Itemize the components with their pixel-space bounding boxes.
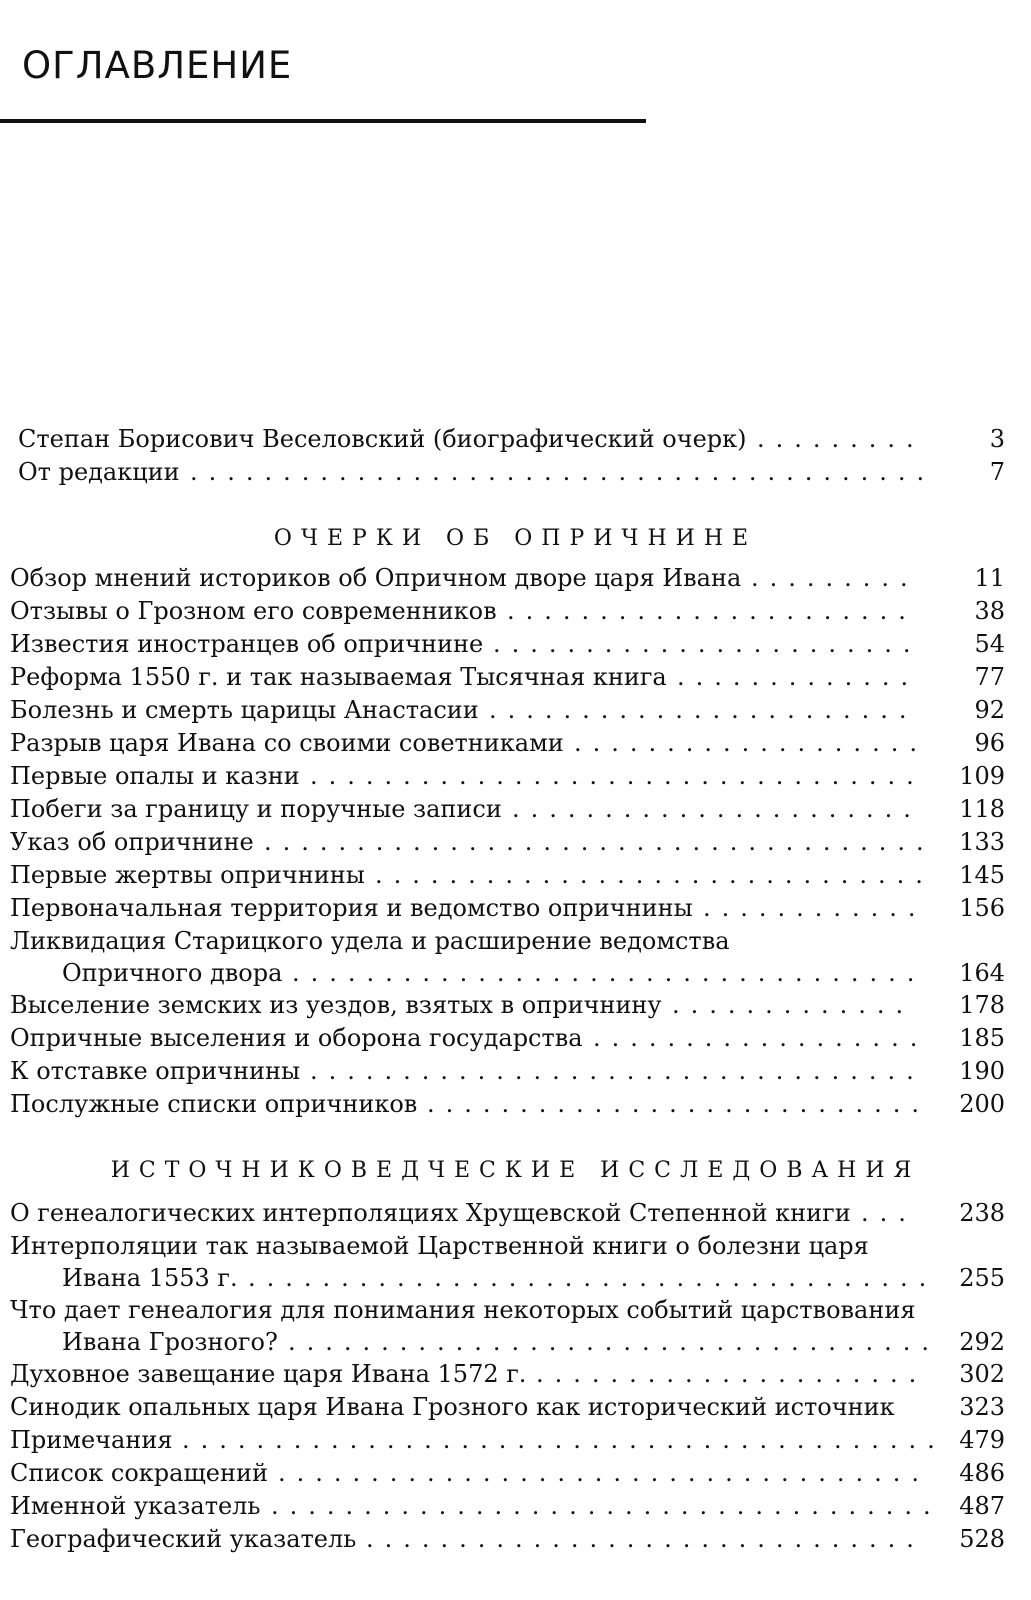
toc-entry-title: Выселение земских из уездов, взятых в опричнину (10, 991, 662, 1019)
toc-entry-title: Послужные списки опричников (10, 1090, 418, 1118)
toc-entry-page: 3 (989, 425, 1005, 453)
toc-entry-continuation (0, 1263, 1031, 1293)
leader-dots: ......... (751, 564, 919, 592)
toc-entry-page: 292 (959, 1328, 1005, 1356)
leader-dots: .............................. (375, 861, 934, 889)
section-title: ОЧЕРКИ ОБ ОПРИЧНИНЕ (273, 526, 758, 551)
toc-entry-page: 479 (959, 1426, 1005, 1454)
toc-entry-title: Разрыв царя Ивана со своими советниками (10, 729, 564, 757)
toc-entry[interactable] (0, 794, 1031, 824)
toc-entry[interactable] (0, 860, 1031, 890)
toc-entry-page: 156 (959, 894, 1005, 922)
toc-entry-page: 96 (974, 729, 1005, 757)
leader-dots: ............. (672, 991, 915, 1019)
toc-entry-page: 190 (959, 1057, 1005, 1085)
toc-entry-title: Синодик опальных царя Ивана Грозного как исторический источник (10, 1393, 895, 1421)
toc-entry-title: Болезнь и смерть царицы Анастасии (10, 696, 479, 724)
toc-entry-title: От редакции (18, 458, 180, 486)
toc-entry-continuation (0, 1327, 1031, 1357)
toc-entry-title: Что дает генеалогия для понимания некоторых событий царствования (10, 1296, 916, 1324)
toc-entry-page: 38 (974, 597, 1005, 625)
toc-entry-title: Первые опалы и казни (10, 762, 300, 790)
toc-entry-page: 54 (974, 630, 1005, 658)
leader-dots: ................................. (310, 1057, 925, 1085)
leader-dots: ........................... (427, 1090, 930, 1118)
toc-entry-title: Первые жертвы опричнины (10, 861, 365, 889)
toc-entry-title: Отзывы о Грозном его современников (10, 597, 497, 625)
toc-entry-title: Духовное завещание царя Ивана 1572 г. (10, 1360, 527, 1388)
toc-entry-continuation (0, 958, 1031, 988)
toc-entry-page: 323 (959, 1393, 1005, 1421)
toc-entry[interactable] (0, 893, 1031, 923)
page-heading: ОГЛАВЛЕНИЕ (22, 44, 293, 87)
heading-rule (0, 119, 646, 123)
toc-entry-page: 133 (959, 828, 1005, 856)
toc-entry-title: Степан Борисович Веселовский (биографический очерк) (18, 425, 747, 453)
leader-dots: .............................. (366, 1525, 925, 1553)
toc-entry[interactable] (0, 662, 1031, 692)
toc-entry-title: Известия иностранцев об опричнине (10, 630, 484, 658)
leader-dots: ....................... (489, 696, 918, 724)
leader-dots: ............ (703, 894, 927, 922)
toc-entry[interactable] (0, 1425, 1031, 1455)
toc-entry[interactable] (0, 629, 1031, 659)
toc-entry-title: О генеалогических интерполяциях Хрущевской Степенной книги (10, 1199, 851, 1227)
leader-dots: ... (861, 1199, 917, 1227)
toc-entry-title: Список сокращений (10, 1459, 268, 1487)
leader-dots: .................................... (264, 828, 935, 856)
toc-entry[interactable] (0, 563, 1031, 593)
toc-entry[interactable] (0, 1295, 1031, 1325)
toc-entry-page: 92 (974, 696, 1005, 724)
toc-entry[interactable] (0, 1231, 1031, 1261)
toc-entry-page: 109 (959, 762, 1005, 790)
toc-entry[interactable] (0, 728, 1031, 758)
toc-entry-title: Интерполяции так называемой Царственной книги о болезни царя (10, 1232, 869, 1260)
toc-entry-title: Обзор мнений историков об Опричном дворе царя Ивана (10, 564, 742, 592)
toc-entry-page: 77 (974, 663, 1005, 691)
toc-entry-page: 486 (959, 1459, 1005, 1487)
toc-entry-page: 118 (959, 795, 1005, 823)
leader-dots: ......................................... (182, 1426, 946, 1454)
toc-entry-title: Побеги за границу и поручные записи (10, 795, 502, 823)
leader-dots: ...................... (512, 795, 922, 823)
toc-entry[interactable] (0, 1524, 1031, 1554)
toc-entry[interactable] (0, 596, 1031, 626)
toc-entry[interactable] (0, 1392, 1031, 1422)
toc-entry[interactable] (0, 990, 1031, 1020)
toc-entry[interactable] (0, 926, 1031, 956)
leader-dots: ....................... (493, 630, 922, 658)
toc-entry-page: 255 (959, 1264, 1005, 1292)
toc-entry-page: 487 (959, 1492, 1005, 1520)
leader-dots: ................................. (310, 762, 925, 790)
leader-dots: ............. (677, 663, 920, 691)
toc-entry-page: 178 (959, 991, 1005, 1019)
toc-entry[interactable] (0, 1056, 1031, 1086)
toc-entry[interactable] (0, 1458, 1031, 1488)
leader-dots: .................................... (271, 1492, 942, 1520)
toc-entry-title: Именной указатель (10, 1492, 261, 1520)
leader-dots: ..................... (536, 1360, 928, 1388)
toc-entry[interactable] (0, 1023, 1031, 1053)
leader-dots: ........................................ (190, 458, 936, 486)
toc-entry[interactable] (0, 761, 1031, 791)
leader-dots: .................. (593, 1024, 929, 1052)
leader-dots: ......... (757, 425, 925, 453)
toc-entry-title: К отставке опричнины (10, 1057, 301, 1085)
toc-entry-page: 200 (959, 1090, 1005, 1118)
toc-entry-page: 164 (959, 959, 1005, 987)
leader-dots: ................... (574, 729, 928, 757)
toc-entry-title: Опричные выселения и оборона государства (10, 1024, 583, 1052)
toc-entry-page: 528 (959, 1525, 1005, 1553)
toc-entry[interactable] (0, 1359, 1031, 1389)
toc-entry-title: Ликвидация Старицкого удела и расширение ведомства (10, 927, 730, 955)
toc-entry[interactable] (0, 1198, 1031, 1228)
leader-dots: ...................... (507, 597, 917, 625)
section-title: ИСТОЧНИКОВЕДЧЕСКИЕ ИССЛЕДОВАНИЯ (110, 1158, 921, 1183)
toc-entry-page: 7 (989, 458, 1005, 486)
toc-entry[interactable] (0, 695, 1031, 725)
toc-entry-title: Примечания (10, 1426, 173, 1454)
toc-entry[interactable] (0, 424, 1031, 454)
leader-dots: ................................... (288, 1328, 941, 1356)
toc-entry-title-continuation: Опричного двора (62, 959, 283, 987)
toc-entry-page: 185 (959, 1024, 1005, 1052)
toc-entry[interactable] (0, 457, 1031, 487)
toc-entry[interactable] (0, 1089, 1031, 1119)
toc-entry[interactable] (0, 1491, 1031, 1521)
toc-entry-title: Указ об опричнине (10, 828, 254, 856)
leader-dots: .................................. (292, 959, 926, 987)
leader-dots: ................................... (278, 1459, 931, 1487)
toc-entry-page: 238 (959, 1199, 1005, 1227)
toc-entry-page: 11 (974, 564, 1005, 592)
toc-entry-title-continuation: Ивана Грозного? (62, 1328, 278, 1356)
toc-entry-page: 145 (959, 861, 1005, 889)
toc-entry-title: Первоначальная территория и ведомство опричнины (10, 894, 693, 922)
toc-entry-title: Географический указатель (10, 1525, 357, 1553)
toc-entry[interactable] (0, 827, 1031, 857)
toc-entry-title-continuation: Ивана 1553 г. (62, 1264, 238, 1292)
toc-entry-title: Реформа 1550 г. и так называемая Тысячная книга (10, 663, 667, 691)
leader-dots: ..................................... (248, 1264, 938, 1292)
toc-entry-page: 302 (959, 1360, 1005, 1388)
